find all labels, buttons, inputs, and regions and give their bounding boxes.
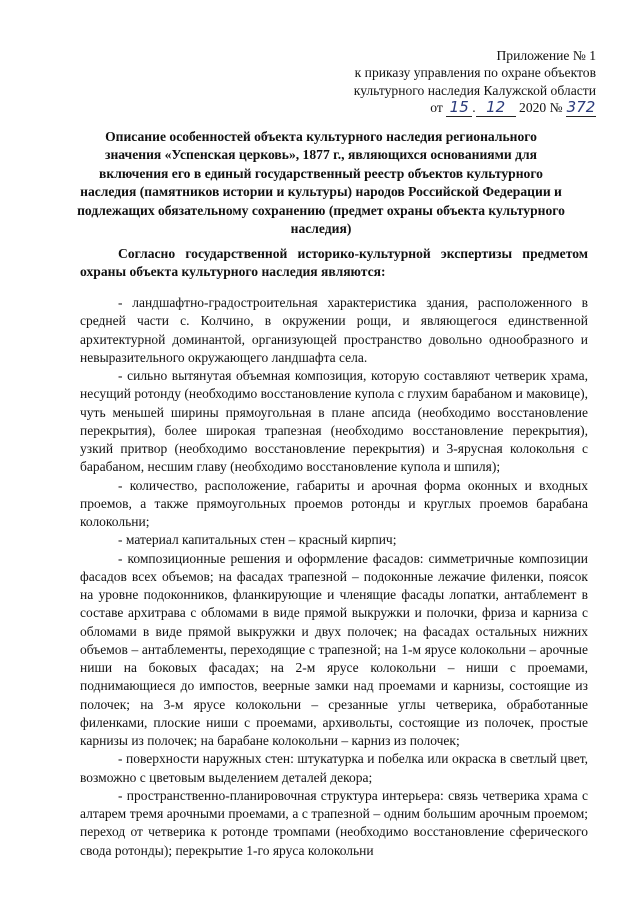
- paragraph-material: - материал капитальных стен – красный кирпич;: [118, 532, 397, 548]
- year-and-number-label: 2020 №: [519, 99, 563, 115]
- intro-text: Согласно государственной историко-культурной экспертизы предметом охраны объекта культурного наследия являются:: [80, 246, 588, 280]
- appendix-header: [336, 47, 596, 117]
- appendix-order-line: к приказу управления по охране объектов: [354, 65, 596, 81]
- paragraph-interior: - пространственно-планировочная структура интерьера: связь четверика храма с алтарем тремя арочными проемами, а с трапезной – одним большим арочным проемом; переход от четверика к ротонде тромпами (необходимо восстановление сферического свода ротонды); перекрытие 1-го яруса колокольни: [80, 787, 588, 858]
- appendix-authority-line: культурного наследия Калужской области: [353, 82, 596, 98]
- date-prefix: от: [430, 99, 443, 115]
- handwritten-order-number: 372: [566, 97, 596, 116]
- paragraph-facades: - композиционные решения и оформление фасадов: симметричные композиции фасадов всех объемов; на фасадах трапезной – подоконные лежачие филенки, поясок на уровне подоконников, фланкирующие и членящие фасады лопатки, антаблемент в составе архитрава с обломами в виде прямой выкружки и полочки, фриза и карниза с обломами в виде прямой выкружки и двух полочек; на фасадах остальных нижних объемов – антаблементы, переходящие с трапезной; на 1-м ярусе колокольни – арочные ниши на боковых фасадах; на 2-м ярусе колокольни – ниши с проемами, поднимающиеся до импостов, веерные замки над проемами и карнизы, состоящие из полочек; на 3-м ярусе колокольни – срезанные углы четверика, обработанные филенками, плоские ниши с проемами, архивольты, состоящие из полочек, простые карнизы из полочек; на барабане колокольни – карниз из полочек;: [80, 550, 588, 748]
- handwritten-day: 15: [446, 99, 472, 117]
- appendix-number: Приложение № 1: [496, 48, 596, 63]
- paragraph-surfaces: - поверхности наружных стен: штукатурка и побелка или окраска в светлый цвет, возможно с цветовым выделением деталей декора;: [80, 751, 588, 785]
- handwritten-month: 12: [476, 99, 516, 117]
- paragraph-landscape: - ландшафтно-градостроительная характеристика здания, расположенного в средней части с. Колчино, в окружении рощи, и являющегося единственной архитектурной доминантой, организующей пространство довольно однообразного и невыразительного окружающего ландшафта села.: [80, 295, 588, 365]
- paragraph-openings: - количество, расположение, габариты и арочная форма оконных и входных проемов, а также прямоугольных проемов ротонды и круглых проемов барабана колокольни;: [80, 477, 588, 529]
- document-title: Описание особенностей объекта культурного наследия регионального значения «Успенская церковь», 1877 г., являющихся основаниями для включения его в единый государственный реестр объектов культурного наследия (памятников истории и культуры) народов Российской Федерации и подлежащих обязательному сохранению (предмет охраны объекта культурного наследия): [77, 129, 565, 237]
- intro-statement: [80, 245, 588, 282]
- paragraph-composition: - сильно вытянутая объемная композиция, которую составляют четверик храма, несущий ротонду (необходимо восстановление купола с глухим барабаном и маковице), чуть меньшей ширины прямоугольная в плане апсида (необходимо восстановление перекрытия), более широкая трапезная (необходимо восстановление перекрытия), узкий притвор (необходимо восстановление перекрытия) и 3-ярусная колокольня с барабаном, несшим главу (необходимо восстановление купола и шпиля);: [80, 368, 588, 475]
- document-body: [80, 294, 588, 860]
- appendix-date-row: от 15 . 12 2020 № 372: [430, 97, 596, 116]
